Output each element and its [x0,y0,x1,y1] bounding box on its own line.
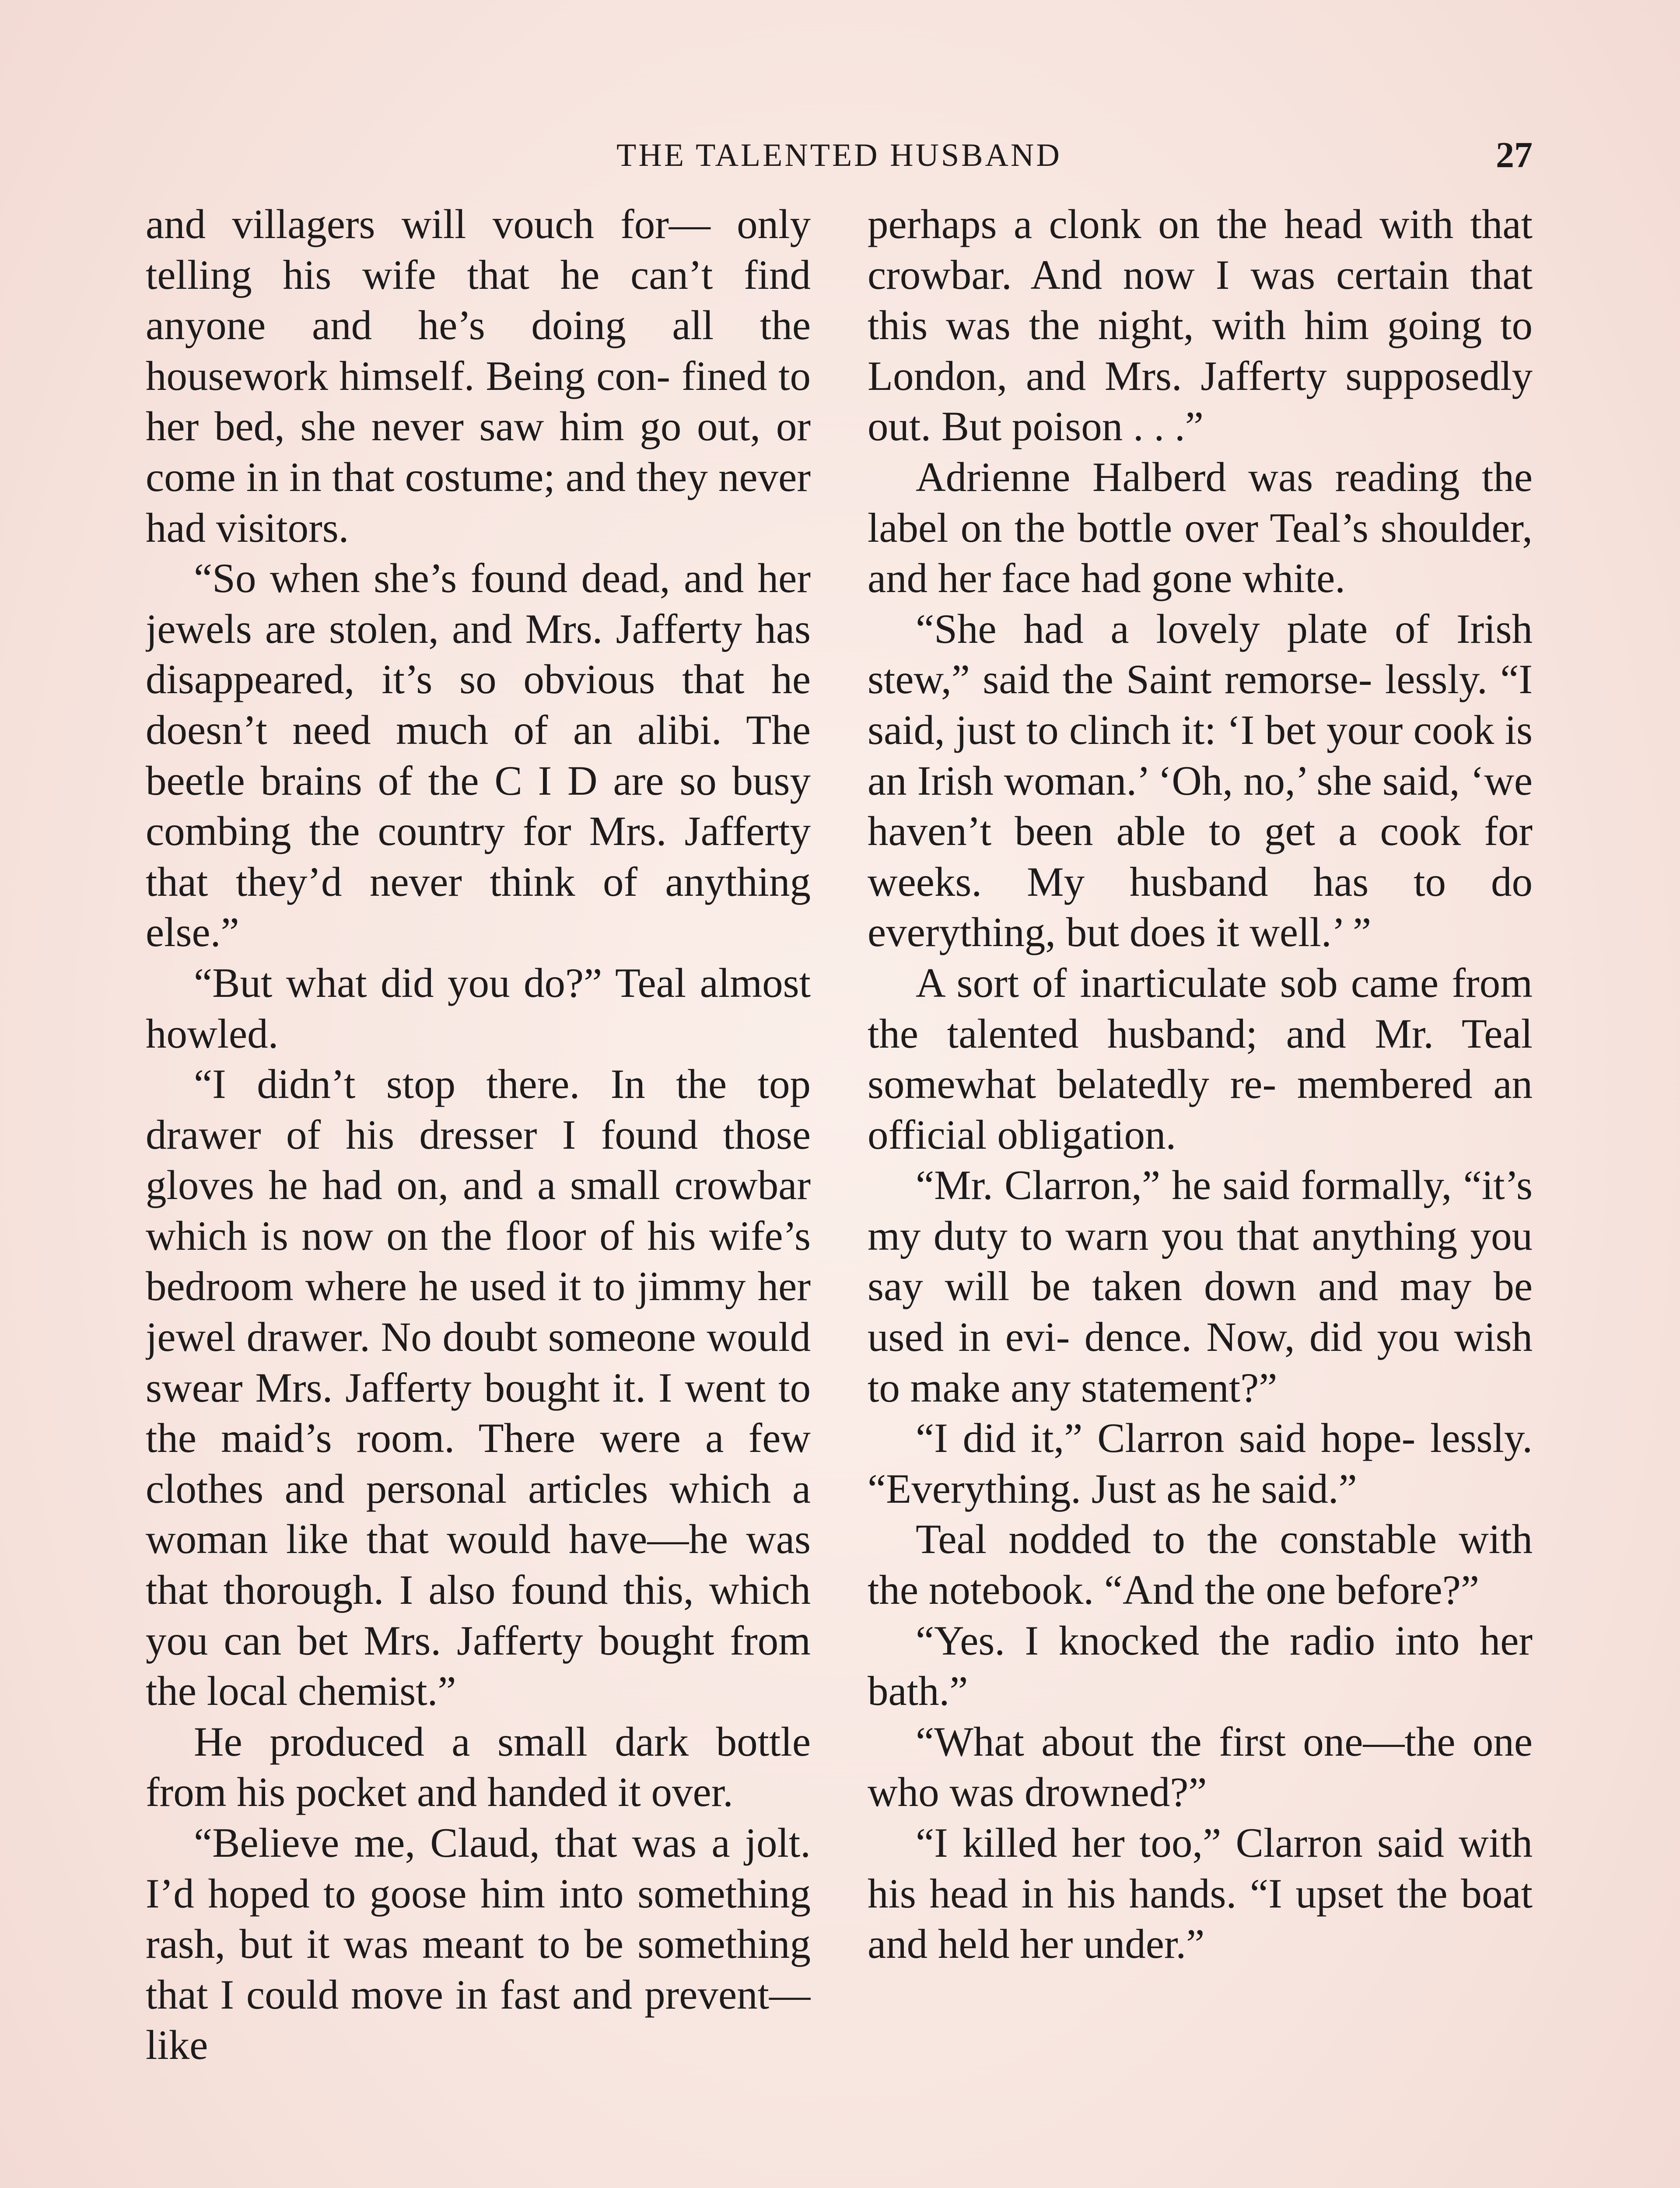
paragraph: He produced a small dark bottle from his pocket and handed it over. [146,1718,811,1816]
paragraph: A sort of inarticulate sob came from the talented husband; and Mr. Teal somewhat belatedly re- membered an official obligation. [868,959,1533,1158]
paragraph: Teal nodded to the constable with the notebook. “And the one before?” [868,1516,1533,1613]
paragraph: “I didn’t stop there. In the top drawer of his dresser I found those gloves he had on, and a small crowbar which is now on the floor of his wife’s bedroom where he used it to jimmy her jewel drawer. No doubt someone would swear Mrs. Jafferty bought it. I went to the maid’s room. There were a few clothes and personal articles which a woman like that would have—he was that thorough. I also found this, which you can bet Mrs. Jafferty bought from the local chemist.” [146,1061,811,1715]
left-column [146,199,811,2188]
paragraph: “I killed her too,” Clarron said with his head in his hands. “I upset the boat and held her under.” [868,1820,1533,1967]
text-columns [146,199,1533,2188]
paragraph: “She had a lovely plate of Irish stew,” said the Saint remorse- lessly. “I said, just to clinch it: ‘I bet your cook is an Irish woman.’ ‘Oh, no,’ she said, ‘we haven’t been able to get a cook for weeks. My husband has to do everything, but does it well.’ ” [868,605,1533,956]
page-number: 27 [1496,135,1533,175]
right-column [868,199,1533,2188]
paragraph: and villagers will vouch for— only telling his wife that he can’t find anyone and he’s doing all the housework himself. Being con- fined to her bed, she never saw him go out, or come in in that costume; and they never had visitors. [146,201,811,551]
paragraph: “Believe me, Claud, that was a jolt. I’d hoped to goose him into something rash, but it was meant to be something that I could move in fast and prevent—like [146,1820,811,2069]
paragraph: “Yes. I knocked the radio into her bath.” [868,1617,1533,1715]
paragraph: Adrienne Halberd was reading the label on the bottle over Teal’s shoulder, and her face had gone white. [868,453,1533,602]
paragraph: perhaps a clonk on the head with that crowbar. And now I was certain that this was the night, with him going to London, and Mrs. Jafferty supposedly out. But poison . . .” [868,201,1533,450]
paragraph: “But what did you do?” Teal almost howled. [146,959,811,1057]
paragraph: “What about the first one—the one who was drowned?” [868,1718,1533,1816]
running-head [146,131,1533,179]
paragraph: “I did it,” Clarron said hope- lessly. “Everything. Just as he said.” [868,1415,1533,1512]
running-title: THE TALENTED HUSBAND [616,137,1062,173]
paragraph: “Mr. Clarron,” he said formally, “it’s my duty to warn you that anything you say will be taken down and may be used in evi- dence. Now, did you wish to make any statement?” [868,1162,1533,1411]
paragraph: “So when she’s found dead, and her jewels are stolen, and Mrs. Jafferty has disappeared, it’s so obvious that he doesn’t need much of an alibi. The beetle brains of the C I D are so busy combing the country for Mrs. Jafferty that they’d never think of anything else.” [146,555,811,956]
